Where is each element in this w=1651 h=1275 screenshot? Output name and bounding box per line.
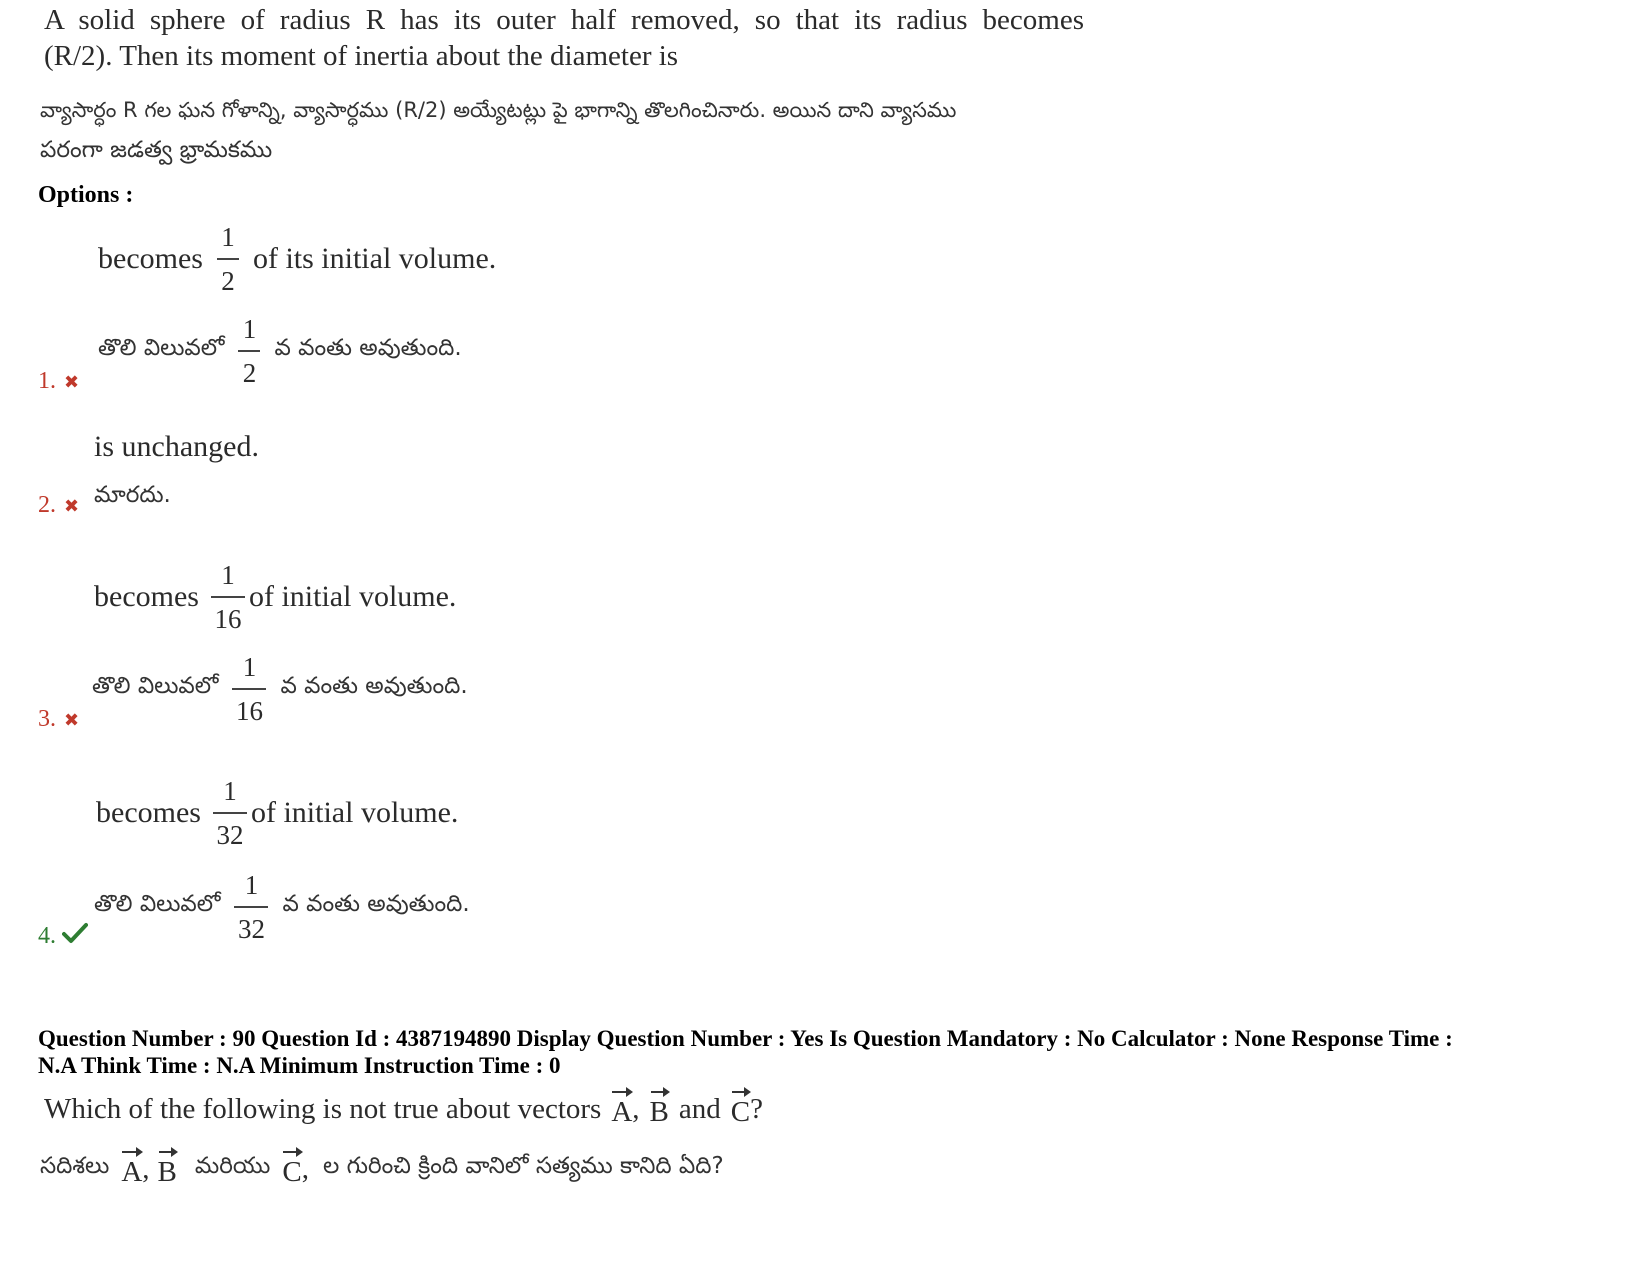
option-4-en-denominator: 32 (216, 820, 244, 850)
option-3-en-fraction (211, 560, 245, 634)
q89-english (44, 2, 1084, 74)
q90-telugu (40, 1148, 724, 1190)
fraction-bar (234, 906, 268, 908)
fraction-bar (232, 688, 266, 690)
option-1-en-prefix: becomes (98, 242, 203, 275)
option-4-en-prefix: becomes (96, 796, 201, 829)
options-label: Options : (38, 182, 134, 208)
q90-en-prefix: Which of the following is not true about vectors (44, 1093, 602, 1125)
option-1-telugu (98, 314, 462, 388)
option-4-en-suffix: of initial volume. (250, 796, 459, 829)
q90-en-and: and (678, 1093, 721, 1125)
fraction-bar (217, 258, 239, 260)
option-4-en-fraction (213, 776, 247, 850)
vector-c: C (282, 1148, 301, 1190)
option-1-number-row (38, 368, 79, 395)
q89-telugu-line1: వ్యాసార్ధం R గల ఘన గోళాన్ని, వ్యాసార్ధము (R/2) అయ్యేటట్లు పై భాగాన్ని తొలగించినారు. అయిన దాని వ్యాసము (40, 98, 957, 122)
option-1[interactable] (0, 222, 700, 402)
option-2[interactable] (0, 430, 700, 530)
option-1-te-numerator: 1 (242, 314, 257, 344)
option-3-te-suffix: వ వంతు అవుతుంది. (280, 673, 468, 699)
option-3-en-prefix: becomes (94, 580, 199, 613)
q89-english-line1: A solid sphere of radius R has its outer half removed, so that its radius becomes (44, 4, 1084, 36)
q90-te-mid: మరియు (194, 1153, 271, 1179)
wrong-mark-icon: ✖ (64, 496, 80, 517)
option-1-te-prefix: తొలి విలువలో (98, 335, 225, 361)
q90-en-question-mark: ? (750, 1093, 763, 1125)
option-3-te-denominator: 16 (235, 696, 263, 726)
option-3-te-prefix: తొలి విలువలో (92, 673, 219, 699)
option-4-number: 4. (38, 923, 56, 949)
option-2-number: 2. (38, 492, 56, 518)
option-1-te-suffix: వ వంతు అవుతుంది. (274, 335, 462, 361)
option-4-te-numerator: 1 (244, 870, 259, 900)
option-3-te-fraction (232, 652, 266, 726)
option-3-en-denominator: 16 (214, 604, 242, 634)
option-4-te-prefix: తొలి విలువలో (94, 891, 221, 917)
option-4-telugu (94, 870, 470, 944)
q90-comma: , (632, 1093, 640, 1125)
vector-a: A (611, 1088, 632, 1130)
option-2-number-row (38, 492, 79, 519)
option-4-te-suffix: వ వంతు అవుతుంది. (282, 891, 470, 917)
option-1-en-suffix: of its initial volume. (252, 242, 497, 275)
option-3-en-numerator: 1 (221, 560, 235, 590)
q90-te-prefix: సదిశలు (40, 1153, 110, 1179)
q89-telugu-line2: పరంగా జడత్వ భ్రామకము (40, 137, 273, 163)
option-3-number-row (38, 706, 79, 733)
fraction-bar (213, 812, 247, 814)
option-4-english (96, 776, 458, 850)
option-4[interactable] (0, 776, 700, 966)
vector-a: A (121, 1148, 142, 1190)
option-4-number-row (38, 922, 88, 951)
option-3-te-numerator: 1 (242, 652, 257, 682)
q90-te-comma: , (142, 1153, 150, 1185)
fraction-bar (238, 350, 260, 352)
option-2-english: is unchanged. (94, 430, 259, 463)
q89-telugu (40, 90, 1070, 170)
vector-b: B (650, 1088, 669, 1130)
option-1-english (98, 222, 496, 296)
option-1-en-numerator: 1 (221, 222, 235, 252)
option-1-te-denominator: 2 (242, 358, 257, 388)
wrong-mark-icon: ✖ (64, 710, 80, 731)
wrong-mark-icon: ✖ (64, 372, 80, 393)
option-2-telugu: మారదు. (94, 482, 171, 508)
option-3-english (94, 560, 456, 634)
option-3-number: 3. (38, 706, 56, 732)
q90-metadata (38, 1025, 1618, 1079)
q90-meta-line1: Question Number : 90 Question Id : 4387194890 Display Question Number : Yes Is Question Mandatory : No Calculator : None Response Time : (38, 1026, 1453, 1051)
option-4-en-numerator: 1 (223, 776, 237, 806)
option-1-en-fraction (217, 222, 239, 296)
option-3-telugu (92, 652, 468, 726)
option-3-en-suffix: of initial volume. (248, 580, 457, 613)
q90-te-suffix: ల గురించి క్రింది వానిలో సత్యము కానిది ఏది? (322, 1153, 724, 1179)
fraction-bar (211, 596, 245, 598)
vector-b: B (158, 1148, 177, 1190)
q90-te-comma-2: , (301, 1153, 309, 1185)
q90-meta-line2: N.A Think Time : N.A Minimum Instruction Time : 0 (38, 1053, 561, 1078)
option-3[interactable] (0, 560, 700, 740)
option-1-te-fraction (238, 314, 260, 388)
option-1-number: 1. (38, 368, 56, 394)
vector-c: C (731, 1088, 750, 1130)
option-4-te-denominator: 32 (237, 914, 265, 944)
option-4-te-fraction (234, 870, 268, 944)
check-mark-icon (62, 922, 88, 951)
q90-english (44, 1088, 763, 1130)
option-1-en-denominator: 2 (221, 266, 235, 296)
q89-english-line2: (R/2). Then its moment of inertia about the diameter is (44, 40, 679, 72)
